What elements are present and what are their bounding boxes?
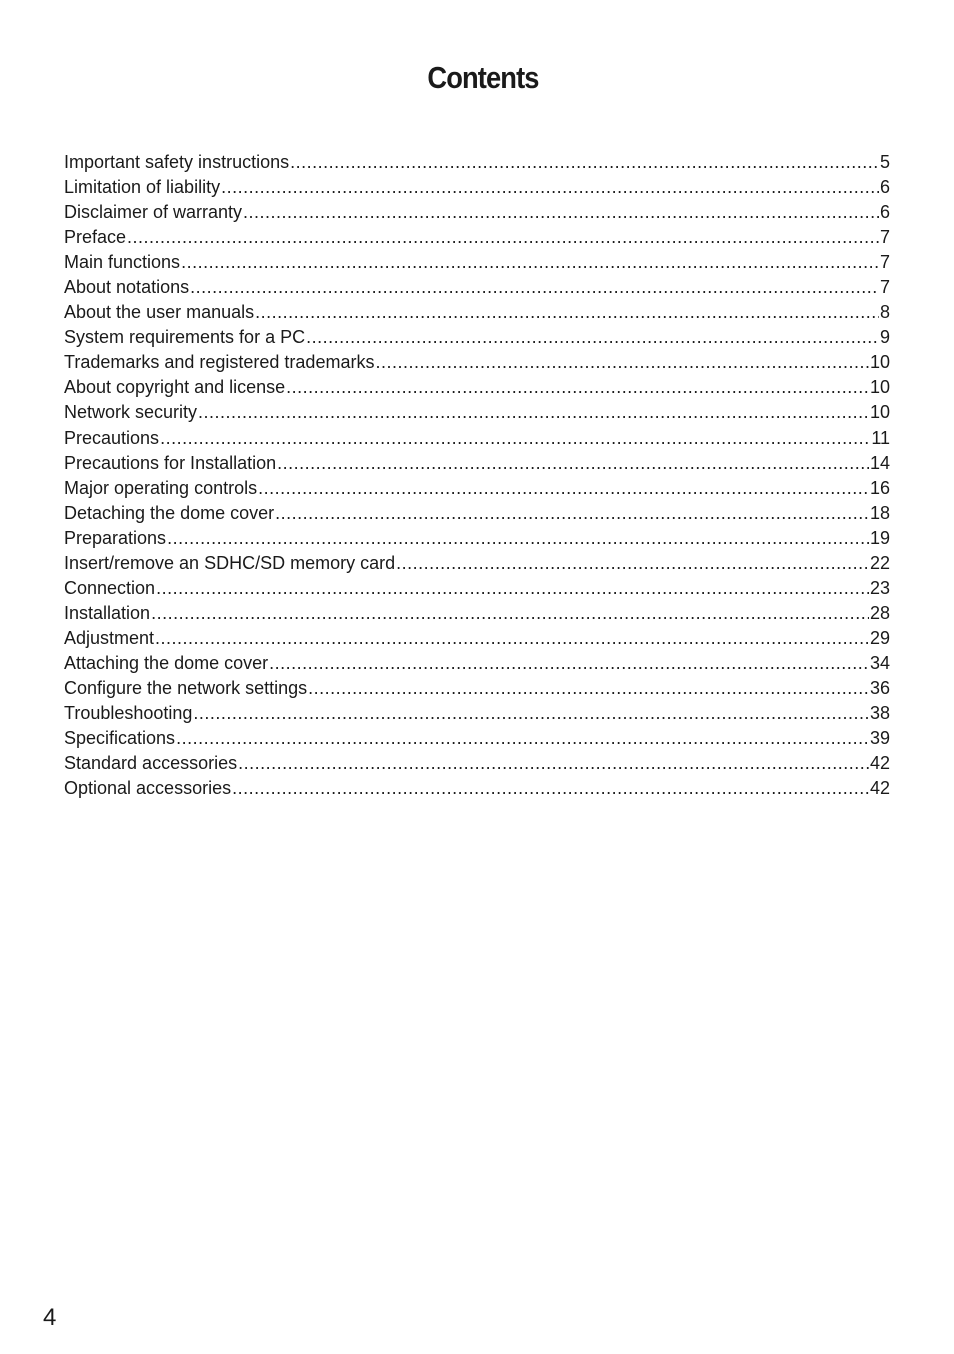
toc-entry-title: System requirements for a PC bbox=[64, 327, 306, 348]
toc-entry-page: 10 bbox=[869, 352, 890, 373]
toc-entry-page: 42 bbox=[869, 778, 890, 799]
toc-entry-title: Troubleshooting bbox=[64, 703, 193, 724]
toc-entry-title: Specifications bbox=[64, 728, 176, 749]
toc-dot-leader bbox=[181, 250, 879, 275]
toc-dot-leader bbox=[269, 651, 869, 676]
toc-dot-leader bbox=[156, 576, 869, 601]
toc-dot-leader bbox=[167, 526, 869, 551]
toc-dot-leader bbox=[277, 451, 869, 476]
toc-dot-leader bbox=[258, 476, 869, 501]
toc-dot-leader bbox=[160, 426, 870, 451]
toc-entry[interactable] bbox=[64, 375, 890, 400]
toc-entry-title: Installation bbox=[64, 602, 151, 623]
toc-entry-page: 18 bbox=[869, 502, 890, 523]
toc-entry-page: 19 bbox=[869, 527, 890, 548]
toc-entry[interactable] bbox=[64, 451, 890, 476]
toc-entry-page: 23 bbox=[869, 577, 890, 598]
toc-entry-page: 36 bbox=[869, 677, 890, 698]
toc-entry[interactable] bbox=[64, 701, 890, 726]
toc-entry-page: 11 bbox=[871, 427, 890, 448]
toc-entry-page: 5 bbox=[879, 152, 890, 172]
toc-entry-title: Preface bbox=[64, 227, 127, 248]
toc-entry[interactable] bbox=[64, 601, 890, 626]
toc-entry[interactable] bbox=[64, 400, 890, 425]
page-title: Contents bbox=[427, 60, 539, 95]
toc-entry-page: 38 bbox=[869, 703, 890, 724]
toc-entry[interactable] bbox=[64, 426, 890, 451]
toc-entry-title: About copyright and license bbox=[64, 377, 286, 398]
toc-entry[interactable] bbox=[64, 225, 890, 250]
toc-dot-leader bbox=[243, 200, 879, 225]
toc-entry-page: 8 bbox=[879, 302, 890, 323]
toc-dot-leader bbox=[221, 175, 879, 200]
toc-dot-leader bbox=[238, 751, 869, 776]
toc-entry-page: 29 bbox=[869, 627, 890, 648]
toc-entry[interactable] bbox=[64, 676, 890, 701]
page-number: 4 bbox=[43, 1304, 57, 1331]
toc-entry-title: Limitation of liability bbox=[64, 177, 221, 198]
toc-dot-leader bbox=[286, 375, 869, 400]
toc-entry[interactable] bbox=[64, 751, 890, 776]
toc-entry-title: Configure the network settings bbox=[64, 677, 308, 698]
toc-entry-title: Major operating controls bbox=[64, 477, 258, 498]
toc-dot-leader bbox=[176, 726, 869, 751]
toc-entry-page: 9 bbox=[879, 327, 890, 348]
toc-entry[interactable] bbox=[64, 300, 890, 325]
toc-entry[interactable] bbox=[64, 501, 890, 526]
toc-entry[interactable] bbox=[64, 626, 890, 651]
toc-entry[interactable] bbox=[64, 150, 890, 175]
toc-entry[interactable] bbox=[64, 651, 890, 676]
toc-dot-leader bbox=[151, 601, 869, 626]
toc-entry-page: 22 bbox=[869, 552, 890, 573]
toc-entry[interactable] bbox=[64, 476, 890, 501]
toc-entry-title: Attaching the dome cover bbox=[64, 652, 269, 673]
toc-entry-title: Network security bbox=[64, 402, 198, 423]
toc-entry-title: Main functions bbox=[64, 252, 181, 273]
toc-dot-leader bbox=[190, 275, 879, 300]
toc-entry-page: 6 bbox=[879, 177, 890, 198]
toc-entry[interactable] bbox=[64, 551, 890, 576]
toc-entry-page: 7 bbox=[879, 277, 890, 298]
toc-entry-title: Preparations bbox=[64, 527, 167, 548]
toc-entry[interactable] bbox=[64, 200, 890, 225]
toc-entry-title: Trademarks and registered trademarks bbox=[64, 352, 375, 373]
toc-entry-page: 16 bbox=[869, 477, 890, 498]
toc-entry-page: 6 bbox=[879, 202, 890, 223]
toc-dot-leader bbox=[232, 776, 869, 801]
toc-entry-title: Adjustment bbox=[64, 627, 155, 648]
toc-entry-title: Optional accessories bbox=[64, 778, 232, 799]
toc-entry[interactable] bbox=[64, 250, 890, 275]
toc-entry-page: 10 bbox=[869, 377, 890, 398]
table-of-contents bbox=[64, 150, 890, 801]
toc-entry-title: Precautions bbox=[64, 427, 160, 448]
toc-entry-title: Disclaimer of warranty bbox=[64, 202, 243, 223]
toc-entry-title: Connection bbox=[64, 577, 156, 598]
toc-entry-title: Important safety instructions bbox=[64, 152, 290, 172]
toc-dot-leader bbox=[306, 325, 879, 350]
toc-dot-leader bbox=[127, 225, 879, 250]
toc-entry-title: Standard accessories bbox=[64, 753, 238, 774]
toc-dot-leader bbox=[193, 701, 869, 726]
toc-dot-leader bbox=[396, 551, 869, 576]
toc-entry-page: 34 bbox=[869, 652, 890, 673]
toc-dot-leader bbox=[155, 626, 869, 651]
toc-entry[interactable] bbox=[64, 776, 890, 801]
toc-entry[interactable] bbox=[64, 576, 890, 601]
toc-entry-page: 14 bbox=[869, 452, 890, 473]
toc-entry-title: About notations bbox=[64, 277, 190, 298]
toc-entry-page: 28 bbox=[869, 602, 890, 623]
toc-entry-title: Insert/remove an SDHC/SD memory card bbox=[64, 552, 396, 573]
toc-entry[interactable] bbox=[64, 175, 890, 200]
toc-entry-page: 7 bbox=[879, 227, 890, 248]
toc-dot-leader bbox=[198, 400, 869, 425]
toc-entry-page: 10 bbox=[869, 402, 890, 423]
toc-dot-leader bbox=[275, 501, 869, 526]
toc-entry[interactable] bbox=[64, 350, 890, 375]
toc-dot-leader bbox=[255, 300, 879, 325]
toc-entry[interactable] bbox=[64, 526, 890, 551]
toc-entry[interactable] bbox=[64, 726, 890, 751]
toc-entry[interactable] bbox=[64, 275, 890, 300]
toc-entry[interactable] bbox=[64, 325, 890, 350]
toc-dot-leader bbox=[308, 676, 869, 701]
toc-entry-page: 42 bbox=[869, 753, 890, 774]
toc-entry-title: Precautions for Installation bbox=[64, 452, 277, 473]
toc-entry-page: 39 bbox=[869, 728, 890, 749]
toc-entry-title: About the user manuals bbox=[64, 302, 255, 323]
toc-dot-leader bbox=[375, 350, 869, 375]
toc-dot-leader bbox=[290, 150, 879, 175]
toc-entry-title: Detaching the dome cover bbox=[64, 502, 275, 523]
toc-entry-page: 7 bbox=[879, 252, 890, 273]
